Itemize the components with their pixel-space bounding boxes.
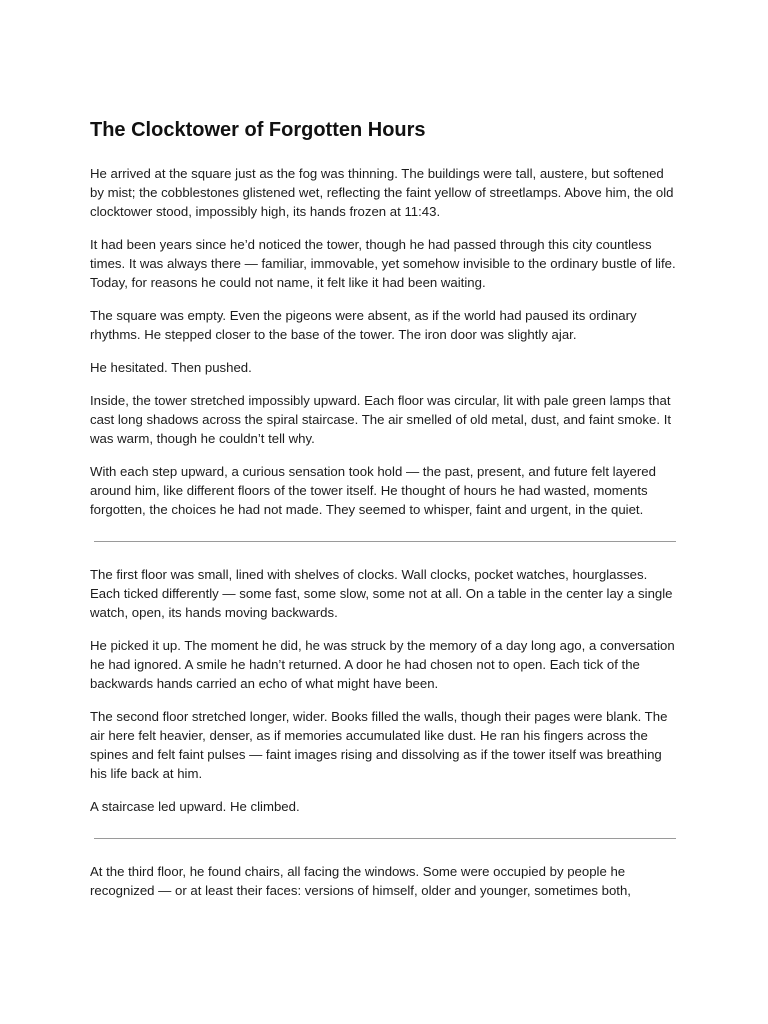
paragraph: The square was empty. Even the pigeons were absent, as if the world had paused its ordinary rhythms. He stepped closer to the base of the tower. The iron door was slightly ajar.	[90, 308, 637, 342]
paragraph: The first floor was small, lined with shelves of clocks. Wall clocks, pocket watches, hourglasses. Each ticked differently — some fast, some slow, some not at all. On a table in the center lay a single watch, open, its hands moving backwards.	[90, 567, 673, 620]
section-divider	[94, 838, 676, 839]
paragraph: At the third floor, he found chairs, all facing the windows. Some were occupied by people he recognized — or at least their faces: versions of himself, older and younger, sometimes both,	[90, 864, 631, 898]
paragraph: He picked it up. The moment he did, he was struck by the memory of a day long ago, a conversation he had ignored. A smile he hadn’t returned. A door he had chosen not to open. Each tick of the backwards hands carried an echo of what might have been.	[90, 638, 675, 691]
paragraph: The second floor stretched longer, wider. Books filled the walls, though their pages were blank. The air here felt heavier, denser, as if memories accumulated like dust. He ran his fingers across the spines and felt faint pulses — faint images rising and dissolving as if the tower itself was breathing his life back at him.	[90, 709, 668, 781]
paragraph: A staircase led upward. He climbed.	[90, 799, 300, 814]
paragraph: It had been years since he’d noticed the tower, though he had passed through this city countless times. It was always there — familiar, immovable, yet somehow invisible to the ordinary bustle of life. Today, for reasons he could not name, it felt like it had been waiting.	[90, 237, 676, 290]
paragraph: He hesitated. Then pushed.	[90, 360, 252, 375]
section-divider	[94, 541, 676, 542]
document-title: The Clocktower of Forgotten Hours	[90, 119, 426, 141]
document-page	[90, 116, 680, 914]
paragraph: Inside, the tower stretched impossibly upward. Each floor was circular, lit with pale green lamps that cast long shadows across the spiral staircase. The air smelled of old metal, dust, and faint smoke. It was warm, though he couldn’t tell why.	[90, 393, 672, 446]
paragraph: With each step upward, a curious sensation took hold — the past, present, and future felt layered around him, like different floors of the tower itself. He thought of hours he had wasted, moments forgotten, the choices he had not made. They seemed to whisper, faint and urgent, in the quiet.	[90, 464, 656, 517]
paragraph: He arrived at the square just as the fog was thinning. The buildings were tall, austere, but softened by mist; the cobblestones glistened wet, reflecting the faint yellow of streetlamps. Above him, the old clocktower stood, impossibly high, its hands frozen at 11:43.	[90, 166, 674, 219]
